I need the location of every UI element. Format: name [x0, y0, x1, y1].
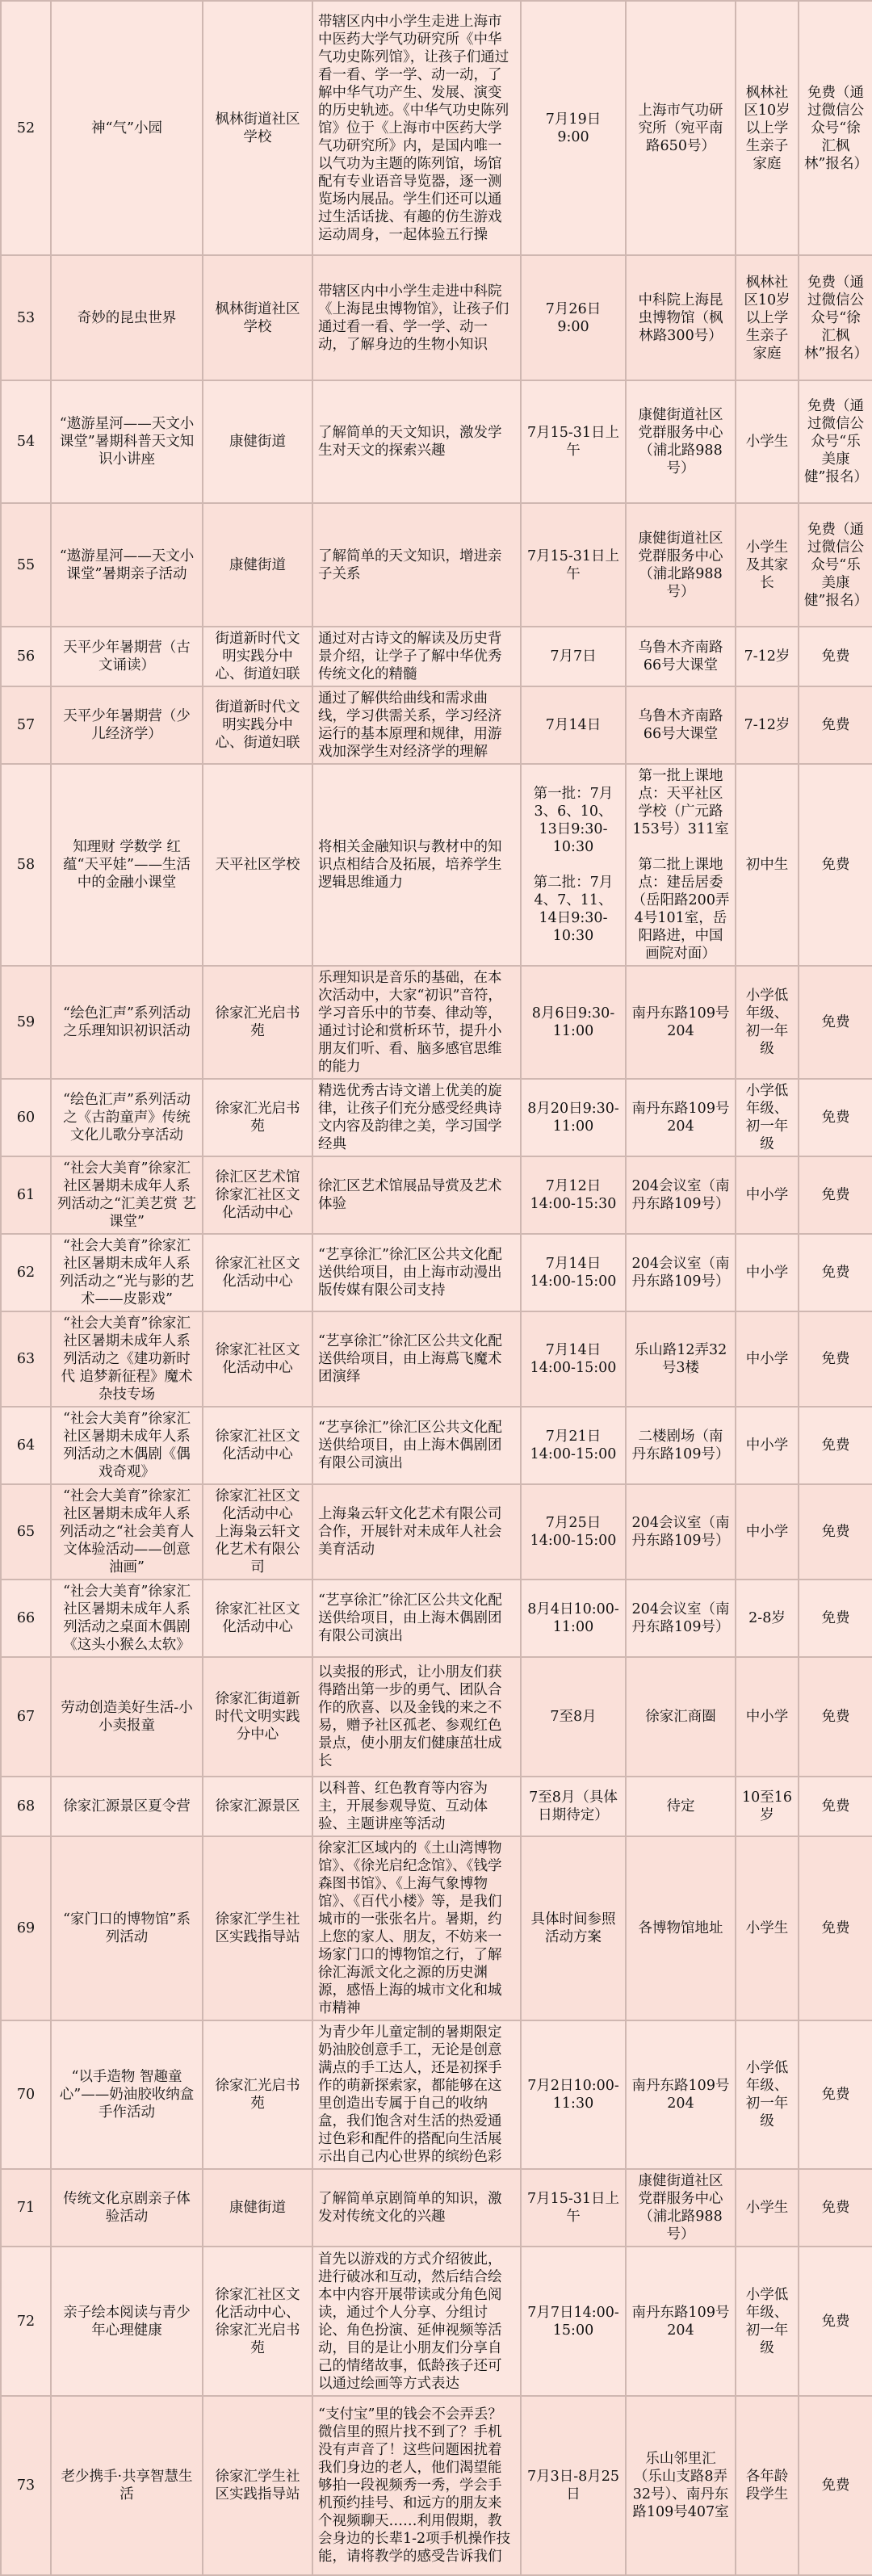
activity-name: 徐家汇源景区夏令营 — [51, 1777, 203, 1836]
fee: 免费 — [799, 1777, 872, 1836]
row-number: 67 — [1, 1657, 51, 1777]
activity-name: “社会大美育”徐家汇社区暑期未成年人系列活动之“社会美育人文体验活动——创意油画” — [51, 1484, 203, 1580]
organizer: 徐汇区艺术馆 徐家汇社区文化活动中心 — [203, 1156, 312, 1234]
target-audience: 7-12岁 — [736, 686, 799, 764]
row-number: 70 — [1, 2020, 51, 2169]
activity-name: “遨游星河——天文小课堂”暑期科普天文知识小讲座 — [51, 380, 203, 503]
fee: 免费 — [799, 1836, 872, 2020]
table-row — [1, 380, 872, 503]
activity-place: 南丹东路109号204 — [626, 1079, 736, 1156]
table-row — [1, 1580, 872, 1657]
row-number: 63 — [1, 1311, 51, 1407]
activity-time: 具体时间参照活动方案 — [521, 1836, 626, 2020]
activity-name: 知理财 学数学 红蕴“天平娃”——生活中的金融小课堂 — [51, 764, 203, 966]
table-row — [1, 503, 872, 627]
activity-description: 徐家汇区域内的《土山湾博物馆》、《徐光启纪念馆》、《钱学森图书馆》、《上海气象博物馆》、《百代小楼》等，是我们城市的一张张名片。暑期，约上您的家人、朋友，不妨来一场家门口的博物馆之行，了解徐汇海派文化之源的历史渊源，感悟上海的城市文化和城市精神 — [312, 1836, 521, 2020]
table-row — [1, 1836, 872, 2020]
activity-time: 7月14日14:00-15:00 — [521, 1234, 626, 1311]
activity-description: 将相关金融知识与教材中的知识点相结合及拓展，培养学生逻辑思维通力 — [312, 764, 521, 966]
activity-time: 7月19日 9:00 — [521, 1, 626, 255]
activity-name: 亲子绘本阅读与青少年心理健康 — [51, 2247, 203, 2396]
row-number: 72 — [1, 2247, 51, 2396]
organizer: 徐家汇社区文化活动中心 — [203, 1580, 312, 1657]
activity-time: 7月14日 — [521, 686, 626, 764]
fee: 免费 — [799, 627, 872, 686]
activity-place: 南丹东路109号204 — [626, 2020, 736, 2169]
row-number: 66 — [1, 1580, 51, 1657]
fee: 免费 — [799, 764, 872, 966]
activity-place: 乌鲁木齐南路66号大课堂 — [626, 686, 736, 764]
activity-time: 7月15-31日上午 — [521, 380, 626, 503]
row-number: 56 — [1, 627, 51, 686]
fee: 免费（通过微信公众号“徐汇枫林”报名） — [799, 1, 872, 255]
activity-description: “艺享徐汇”徐汇区公共文化配送供给项目，由上海蔦飞魔术团演绎 — [312, 1311, 521, 1407]
activity-name: 传统文化京剧亲子体验活动 — [51, 2169, 203, 2247]
activity-time: 7月3日-8月25日 — [521, 2396, 626, 2575]
target-audience: 小学生及其家长 — [736, 503, 799, 627]
activity-place: 待定 — [626, 1777, 736, 1836]
activity-place: 上海市气功研究所（宛平南路650号） — [626, 1, 736, 255]
activity-time: 7月25日14:00-15:00 — [521, 1484, 626, 1580]
fee: 免费 — [799, 1407, 872, 1484]
organizer: 徐家汇学生社区实践指导站 — [203, 1836, 312, 2020]
activity-name: “社会大美育”徐家汇社区暑期未成年人系列活动之木偶剧《偶戏奇观》 — [51, 1407, 203, 1484]
row-number: 59 — [1, 966, 51, 1079]
table-row — [1, 627, 872, 686]
activity-time: 8月4日10:00-11:00 — [521, 1580, 626, 1657]
table-row — [1, 2396, 872, 2575]
target-audience: 枫林社区10岁以上学生亲子家庭 — [736, 255, 799, 380]
fee: 免费 — [799, 1156, 872, 1234]
target-audience: 中小学 — [736, 1407, 799, 1484]
activity-place: 204会议室（南丹东路109号） — [626, 1580, 736, 1657]
fee: 免费 — [799, 1311, 872, 1407]
activity-description: 乐理知识是音乐的基础，在本次活动中，大家“初识”音符，学习音乐中的节奏、律动等，通过讨论和赏析环节，提升小朋友们听、看、脑多感官思维的能力 — [312, 966, 521, 1079]
activity-place: 204会议室（南丹东路109号） — [626, 1234, 736, 1311]
activity-description: 以科普、红色教育等内容为主，开展参观导览、互动体验、主题讲座等活动 — [312, 1777, 521, 1836]
row-number: 73 — [1, 2396, 51, 2575]
organizer: 枫林街道社区学校 — [203, 1, 312, 255]
activity-name: “家门口的博物馆”系列活动 — [51, 1836, 203, 2020]
fee: 免费 — [799, 1580, 872, 1657]
target-audience: 小学生 — [736, 2169, 799, 2247]
activity-description: 以卖报的形式，让小朋友们获得踏出第一步的勇气、团队合作的欣喜、以及金钱的来之不易，赠予社区孤老、参观红色景点，使小朋友们健康茁壮成长 — [312, 1657, 521, 1777]
organizer: 街道新时代文明实践分中心、街道妇联 — [203, 686, 312, 764]
activity-description: 通过了解供给曲线和需求曲线，学习供需关系，学习经济运行的基本原理和规律，用游戏加深学生对经济学的理解 — [312, 686, 521, 764]
table-row — [1, 686, 872, 764]
activity-place: 康健街道社区党群服务中心（浦北路988号） — [626, 503, 736, 627]
organizer: 徐家汇光启书苑 — [203, 2020, 312, 2169]
activity-description: “艺享徐汇”徐汇区公共文化配送供给项目，由上海市动漫出版传媒有限公司支持 — [312, 1234, 521, 1311]
organizer: 康健街道 — [203, 380, 312, 503]
table-row — [1, 764, 872, 966]
row-number: 57 — [1, 686, 51, 764]
activity-name: 天平少年暑期营（少儿经济学） — [51, 686, 203, 764]
activity-name: “社会大美育”徐家汇社区暑期未成年人系列活动之桌面木偶剧《这头小猴么太软》 — [51, 1580, 203, 1657]
activity-time: 7月14日14:00-15:00 — [521, 1311, 626, 1407]
table-row — [1, 966, 872, 1079]
activity-name: 天平少年暑期营（古文诵读） — [51, 627, 203, 686]
table-row — [1, 1234, 872, 1311]
row-number: 71 — [1, 2169, 51, 2247]
row-number: 64 — [1, 1407, 51, 1484]
activity-place: 乐山邻里汇（乐山支路8弄32号）、南丹东路109号407室 — [626, 2396, 736, 2575]
organizer: 徐家汇光启书苑 — [203, 966, 312, 1079]
target-audience: 枫林社区10岁以上学生亲子家庭 — [736, 1, 799, 255]
activity-name: “社会大美育”徐家汇社区暑期未成年人系列活动之“光与影的艺术——皮影戏” — [51, 1234, 203, 1311]
activity-place: 中科院上海昆虫博物馆（枫林路300号） — [626, 255, 736, 380]
activity-time: 7月7日14:00-15:00 — [521, 2247, 626, 2396]
activity-name: “以手造物 智趣童心”——奶油胶收纳盒手作活动 — [51, 2020, 203, 2169]
organizer: 徐家汇源景区 — [203, 1777, 312, 1836]
activity-place: 各博物馆地址 — [626, 1836, 736, 2020]
target-audience: 小学低年级、初一年级 — [736, 1079, 799, 1156]
organizer: 徐家汇街道新时代文明实践分中心 — [203, 1657, 312, 1777]
activity-description: 精选优秀古诗文谱上优美的旋律，让孩子们充分感受经典诗文内容及韵律之美，学习国学经典 — [312, 1079, 521, 1156]
activity-place: 第一批上课地点：天平社区学校（广元路153号）311室 第二批上课地点：建岳居委（岳阳路200弄4号101室，岳阳路进，中国画院对面） — [626, 764, 736, 966]
table-row — [1, 1407, 872, 1484]
target-audience: 小学低年级、初一年级 — [736, 2020, 799, 2169]
activity-description: “支付宝”里的钱会不会弄丢？微信里的照片找不到了？手机没有声音了！这些问题困扰着我们身边的老人，他们渴望能够拍一段视频秀一秀，学会手机预约挂号、和远方的朋友来个视频聊天……利用假期，教会身边的长辈1-2项手机操作技能，请将教学的感受告诉我们 — [312, 2396, 521, 2575]
row-number: 52 — [1, 1, 51, 255]
fee: 免费（通过微信公众号“乐美康健”报名） — [799, 503, 872, 627]
target-audience: 小学生 — [736, 1836, 799, 2020]
row-number: 68 — [1, 1777, 51, 1836]
target-audience: 初中生 — [736, 764, 799, 966]
activity-time: 7月15-31日上午 — [521, 503, 626, 627]
organizer: 康健街道 — [203, 503, 312, 627]
fee: 免费（通过微信公众号“徐汇枫林”报名） — [799, 255, 872, 380]
organizer: 枫林街道社区学校 — [203, 255, 312, 380]
activity-description: 上海枭云轩文化艺术有限公司合作，开展针对未成年人社会美育活动 — [312, 1484, 521, 1580]
activity-description: 带辖区内中小学生走进中科院《上海昆虫博物馆》，让孩子们通过看一看、学一学、动一动，了解身边的生物小知识 — [312, 255, 521, 380]
fee: 免费 — [799, 2020, 872, 2169]
target-audience: 中小学 — [736, 1311, 799, 1407]
table-row — [1, 1156, 872, 1234]
table-row — [1, 2247, 872, 2396]
activity-name: “社会大美育”徐家汇社区暑期未成年人系列活动之《建功新时代 追梦新征程》魔术杂技专场 — [51, 1311, 203, 1407]
fee: 免费 — [799, 1657, 872, 1777]
fee: 免费 — [799, 1484, 872, 1580]
activity-time: 7月7日 — [521, 627, 626, 686]
activity-name: 神“气”小园 — [51, 1, 203, 255]
activity-time: 7月15-31日上午 — [521, 2169, 626, 2247]
activity-description: 为青少年儿童定制的暑期限定奶油胶创意手工，无论是创意满点的手工达人，还是初探手作的萌新探索家，都能够在这里创造出专属于自己的收纳盒，我们饱含对生活的热爱通过色彩和配件的搭配向生活展示出自己内心世界的缤纷色彩 — [312, 2020, 521, 2169]
row-number: 55 — [1, 503, 51, 627]
activity-name: 老少携手·共享智慧生活 — [51, 2396, 203, 2575]
table-row — [1, 1657, 872, 1777]
organizer: 徐家汇学生社区实践指导站 — [203, 2396, 312, 2575]
activity-description: 带辖区内中小学生走进上海市中医药大学气功研究所《中华气功史陈列馆》，让孩子们通过看一看、学一学、动一动，了解中华气功产生、发展、演变的历史轨迹。《中华气功史陈列馆》位于《上海市中医药大学气功研究所》内，是国内唯一以气功为主题的陈列馆，场馆配有专业语音导览器，逐一测览场内展品。学生们还可以通过生活话拢、有趣的仿生游戏运动周身，一起体验五行操 — [312, 1, 521, 255]
activity-description: “艺享徐汇”徐汇区公共文化配送供给项目，由上海木偶剧团有限公司演出 — [312, 1580, 521, 1657]
activity-time: 7至8月（具体日期待定） — [521, 1777, 626, 1836]
activity-place: 204会议室（南丹东路109号） — [626, 1484, 736, 1580]
fee: 免费 — [799, 686, 872, 764]
activity-time: 7月26日 9:00 — [521, 255, 626, 380]
fee: 免费 — [799, 2247, 872, 2396]
fee: 免费 — [799, 1234, 872, 1311]
activity-description: 首先以游戏的方式介绍彼此，进行破冰和互动，然后结合绘本中内容开展带读或分角色阅读，通过个人分享、分组讨论、角色扮演、延伸视频等活动，目的是让小朋友们分享自己的情绪故事，低龄孩子还可以通过绘画等方式表达 — [312, 2247, 521, 2396]
activity-name: “社会大美育”徐家汇社区暑期未成年人系列活动之“汇美艺赏 艺课堂” — [51, 1156, 203, 1234]
row-number: 53 — [1, 255, 51, 380]
activity-time: 第一批：7月3、6、10、13日9:30-10:30 第二批：7月4、7、11、14日9:30-10:30 — [521, 764, 626, 966]
row-number: 65 — [1, 1484, 51, 1580]
activity-time: 7月21日14:00-15:00 — [521, 1407, 626, 1484]
target-audience: 中小学 — [736, 1156, 799, 1234]
activity-place: 204会议室（南丹东路109号） — [626, 1156, 736, 1234]
activity-place: 康健街道社区党群服务中心（浦北路988号） — [626, 2169, 736, 2247]
activity-place: 乌鲁木齐南路66号大课堂 — [626, 627, 736, 686]
activity-time: 7至8月 — [521, 1657, 626, 1777]
row-number: 58 — [1, 764, 51, 966]
organizer: 康健街道 — [203, 2169, 312, 2247]
activity-place: 康健街道社区党群服务中心（浦北路988号） — [626, 380, 736, 503]
activity-description: 了解简单的天文知识，增进亲子关系 — [312, 503, 521, 627]
table-row — [1, 2020, 872, 2169]
activity-description: 通过对古诗文的解读及历史背景介绍，让学子了解中华优秀传统文化的精髓 — [312, 627, 521, 686]
table-row — [1, 2169, 872, 2247]
target-audience: 2-8岁 — [736, 1580, 799, 1657]
activity-name: “遨游星河——天文小课堂”暑期亲子活动 — [51, 503, 203, 627]
activity-name: 奇妙的昆虫世界 — [51, 255, 203, 380]
organizer: 徐家汇社区文化活动中心、徐家汇光启书苑 — [203, 2247, 312, 2396]
activity-time: 8月20日9:30-11:00 — [521, 1079, 626, 1156]
target-audience: 小学生 — [736, 380, 799, 503]
activity-name: “绘色汇声”系列活动之乐理知识初识活动 — [51, 966, 203, 1079]
activity-time: 8月6日9:30-11:00 — [521, 966, 626, 1079]
activity-place: 徐家汇商圈 — [626, 1657, 736, 1777]
organizer: 街道新时代文明实践分中心、街道妇联 — [203, 627, 312, 686]
row-number: 60 — [1, 1079, 51, 1156]
table-row — [1, 1079, 872, 1156]
activity-place: 南丹东路109号204 — [626, 2247, 736, 2396]
organizer: 徐家汇社区文化活动中心 — [203, 1407, 312, 1484]
target-audience: 10至16岁 — [736, 1777, 799, 1836]
row-number: 61 — [1, 1156, 51, 1234]
fee: 免费 — [799, 966, 872, 1079]
target-audience: 小学低年级、初一年级 — [736, 2247, 799, 2396]
table-row — [1, 1311, 872, 1407]
target-audience: 7-12岁 — [736, 627, 799, 686]
activity-name: 劳动创造美好生活-小小卖报童 — [51, 1657, 203, 1777]
organizer: 徐家汇社区文化活动中心 — [203, 1311, 312, 1407]
activity-name: “绘色汇声”系列活动之《古韵童声》传统文化儿歌分享活动 — [51, 1079, 203, 1156]
activity-description: “艺享徐汇”徐汇区公共文化配送供给项目，由上海木偶剧团有限公司演出 — [312, 1407, 521, 1484]
row-number: 62 — [1, 1234, 51, 1311]
organizer: 徐家汇社区文化活动中心 上海枭云轩文化艺术有限公司 — [203, 1484, 312, 1580]
fee: 免费 — [799, 1079, 872, 1156]
table-row — [1, 255, 872, 380]
fee: 免费 — [799, 2169, 872, 2247]
organizer: 天平社区学校 — [203, 764, 312, 966]
activity-time: 7月2日10:00-11:30 — [521, 2020, 626, 2169]
activity-place: 二楼剧场（南丹东路109号） — [626, 1407, 736, 1484]
fee: 免费（通过微信公众号“乐美康健”报名） — [799, 380, 872, 503]
organizer: 徐家汇社区文化活动中心 — [203, 1234, 312, 1311]
row-number: 69 — [1, 1836, 51, 2020]
activity-description: 了解简单京剧简单的知识，激发对传统文化的兴趣 — [312, 2169, 521, 2247]
target-audience: 各年龄段学生 — [736, 2396, 799, 2575]
activity-time: 7月12日14:00-15:30 — [521, 1156, 626, 1234]
table-row — [1, 1, 872, 255]
row-number: 54 — [1, 380, 51, 503]
activity-place: 南丹东路109号204 — [626, 966, 736, 1079]
target-audience: 中小学 — [736, 1484, 799, 1580]
activity-description: 徐汇区艺术馆展品导赏及艺术体验 — [312, 1156, 521, 1234]
target-audience: 小学低年级、初一年级 — [736, 966, 799, 1079]
activity-description: 了解简单的天文知识，激发学生对天文的探索兴趣 — [312, 380, 521, 503]
fee: 免费 — [799, 2396, 872, 2575]
table-row — [1, 1484, 872, 1580]
target-audience: 中小学 — [736, 1657, 799, 1777]
target-audience: 中小学 — [736, 1234, 799, 1311]
organizer: 徐家汇光启书苑 — [203, 1079, 312, 1156]
table-row — [1, 1777, 872, 1836]
activity-place: 乐山路12弄32号3楼 — [626, 1311, 736, 1407]
